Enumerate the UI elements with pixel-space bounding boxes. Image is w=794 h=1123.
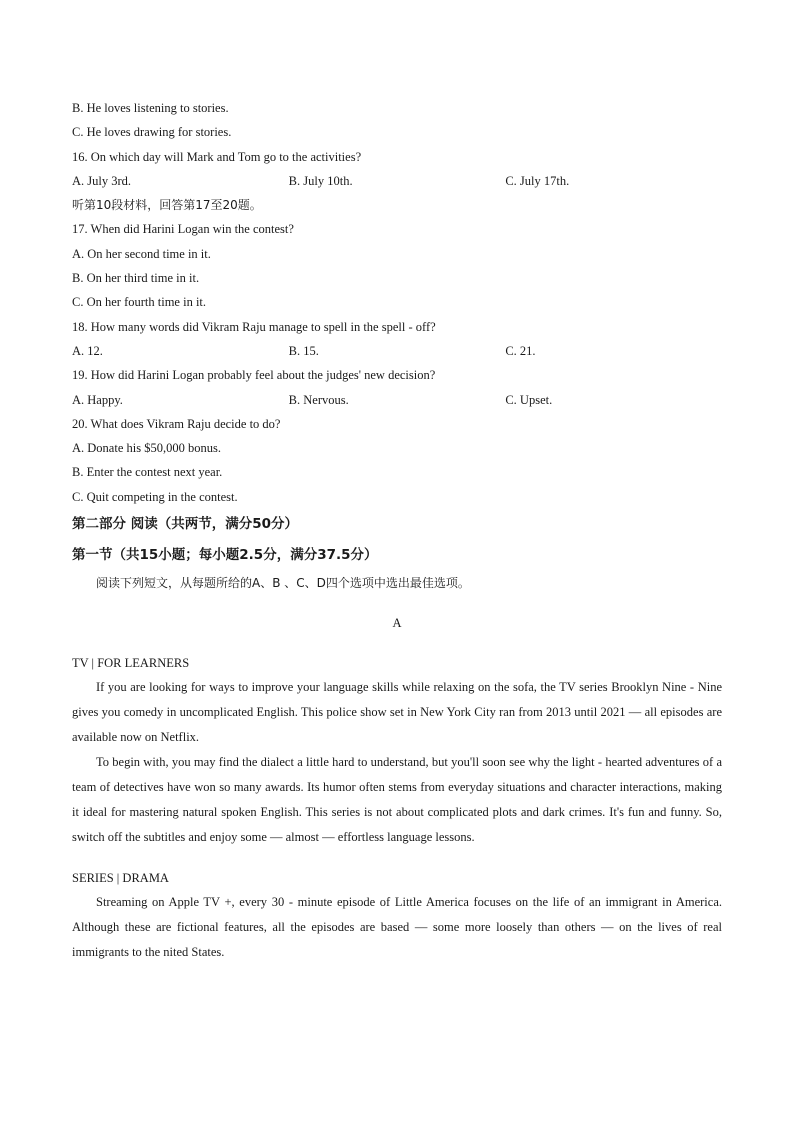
document-page [72, 96, 722, 965]
q18-stem: 18. How many words did Vikram Raju manage to spell in the spell - off? [72, 319, 436, 334]
q19-option-b: B. Nervous. [288, 392, 349, 407]
q20-option-c: C. Quit competing in the contest. [72, 489, 238, 504]
q15-option-b: B. He loves listening to stories. [72, 101, 229, 115]
spacer [72, 850, 722, 866]
part2-heading: 第二部分 阅读（共两节，满分50分） [72, 516, 298, 533]
q20-option-a: A. Donate his $50,000 bonus. [72, 441, 221, 456]
paragraph-3: Streaming on Apple TV +, every 30 - minute episode of Little America focuses on the life of an immigrant in America. Although these are fictional features, all the episodes are based — some more loosely than others — on the lives of real immigrants to the nited States. [72, 895, 722, 960]
q17-option-b: B. On her third time in it. [72, 271, 200, 286]
q18-options [72, 339, 722, 363]
q19-stem: 19. How did Harini Logan probably feel about the judges' new decision? [72, 368, 436, 383]
q19-option-a: A. Happy. [72, 392, 123, 407]
q16-options [72, 169, 722, 193]
section-label-series: SERIES | DRAMA [72, 871, 169, 886]
q18-option-a: A. 12. [72, 343, 103, 358]
paragraph-1: If you are looking for ways to improve your language skills while relaxing on the sofa, the TV series Brooklyn Nine - Nine gives you comedy in uncomplicated English. This police show set in New York City ran from 2013 until 2021 — all episodes are available now on Netflix. [72, 680, 722, 745]
q17-option-c: C. On her fourth time in it. [72, 295, 207, 310]
passage-label: A [392, 616, 402, 631]
q16-stem: 16. On which day will Mark and Tom go to the activities? [72, 149, 362, 164]
q20-stem: 20. What does Vikram Raju decide to do? [72, 416, 281, 431]
q16-option-b: B. July 10th. [288, 173, 353, 188]
q15-option-c: C. He loves drawing for stories. [72, 125, 232, 140]
q19-options [72, 388, 722, 412]
q16-option-a: A. July 3rd. [72, 173, 132, 188]
material-note: 听第10段材料，回答第17至20题。 [72, 198, 262, 213]
reading-instruction: 阅读下列短文，从每题所给的A、B 、C、D四个选项中选出最佳选项。 [96, 576, 470, 591]
q19-option-c: C. Upset. [505, 392, 553, 407]
q17-option-a: A. On her second time in it. [72, 246, 211, 261]
q18-option-b: B. 15. [288, 343, 319, 358]
q17-stem: 17. When did Harini Logan win the contest? [72, 222, 294, 237]
section1-heading: 第一节（共15小题；每小题2.5分，满分37.5分） [72, 547, 378, 564]
q18-option-c: C. 21. [505, 343, 536, 358]
paragraph-2: To begin with, you may find the dialect a little hard to understand, but you'll soon see why the light - hearted adventures of a team of detectives have won so many awards. Its humor often stems from everyday situations and character interactions, making it ideal for mastering natural spoken English. This series is not about complicated plots and dark crimes. It's fun and funny. So, switch off the subtitles and enjoy some — almost — effortless language lessons. [72, 755, 722, 845]
section-label-tv: TV | FOR LEARNERS [72, 656, 190, 671]
q16-option-c: C. July 17th. [505, 173, 570, 188]
q20-option-b: B. Enter the contest next year. [72, 465, 223, 480]
